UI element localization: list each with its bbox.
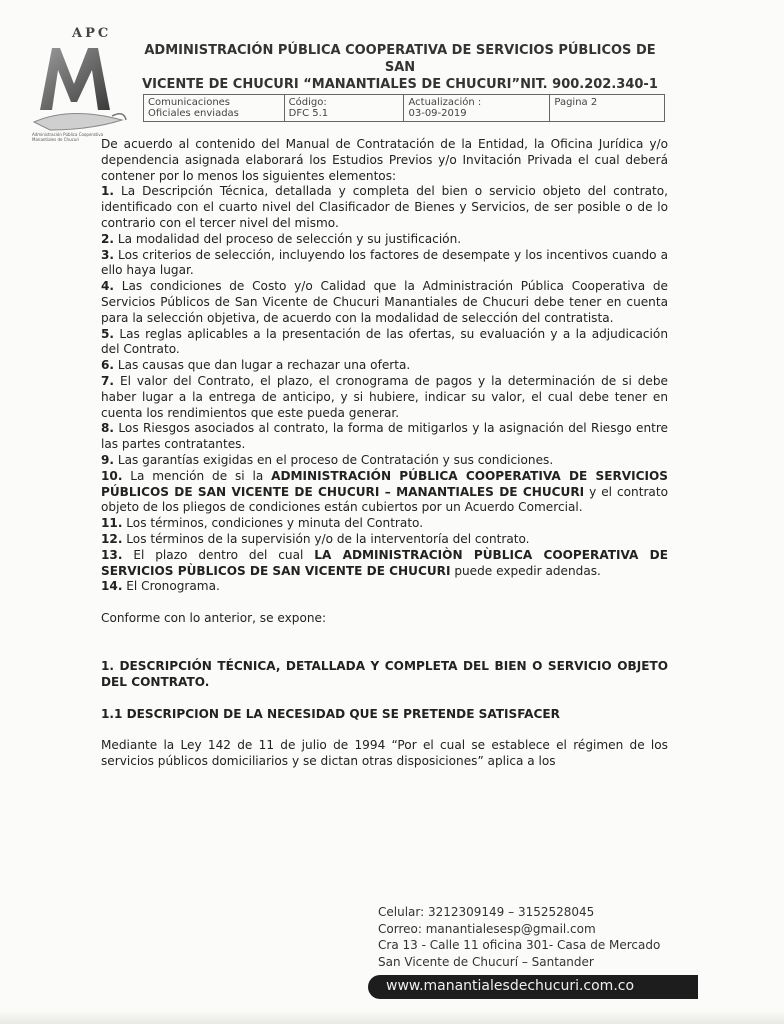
item-text: El plazo dentro del cual — [122, 547, 315, 562]
conforme-paragraph: Conforme con lo anterior, se expone: — [101, 611, 327, 626]
item-text: Los Riesgos asociados al contrato, la forma de mitigarlos y la asignación del Riesgo entre las partes contratantes. — [101, 421, 668, 452]
item-number: 1. — [101, 184, 115, 199]
list-item-5 — [101, 327, 668, 359]
item-text: Las causas que dan lugar a rechazar una oferta. — [114, 358, 411, 373]
meta-code-value: DFC 5.1 — [288, 108, 329, 119]
document-header — [140, 42, 660, 93]
list-item-2 — [101, 232, 668, 248]
page-bottom-edge — [0, 1010, 784, 1024]
website-banner — [368, 975, 698, 999]
list-item-3 — [101, 248, 668, 280]
item-text: Los términos, condiciones y minuta del Contrato. — [122, 516, 424, 531]
item-number: 3. — [101, 247, 115, 262]
item-text: Los términos de la supervisión y/o de la interventoría del contrato. — [122, 531, 530, 546]
item-number: 13. — [101, 547, 123, 562]
list-item-4 — [101, 279, 668, 326]
logo-m-icon — [30, 40, 130, 135]
meta-type-line2: Oficiales enviadas — [148, 108, 239, 119]
meta-update-label: Actualización : — [408, 97, 482, 108]
meta-cell-type — [144, 95, 285, 122]
item-number: 10. — [101, 468, 123, 483]
item-number: 5. — [101, 326, 115, 341]
meta-cell-code — [284, 95, 404, 122]
item-number: 12. — [101, 531, 123, 546]
item-number: 6. — [101, 358, 115, 373]
item-number: 8. — [101, 421, 115, 436]
list-item-14 — [101, 579, 668, 595]
list-item-8 — [101, 421, 668, 453]
item-bold-text: ADMINISTRACIÓN PÚBLICA COOPERATIVA DE SERVICIOS PÚBLICOS DE SAN VICENTE DE CHUCURI – MANANTIALES DE CHUCURI — [101, 468, 668, 499]
list-item-7 — [101, 374, 668, 421]
item-number: 2. — [101, 231, 115, 246]
contact-footer — [378, 904, 660, 970]
footer-city: San Vicente de Chucurí – Santander — [378, 954, 594, 969]
item-text: puede expedir adendas. — [450, 563, 601, 578]
website-url[interactable]: www.manantialesdechucuri.com.co — [386, 978, 635, 994]
list-item-9 — [101, 453, 668, 469]
item-number: 14. — [101, 579, 123, 594]
company-logo — [30, 26, 140, 146]
meta-cell-page — [550, 95, 665, 122]
item-bold-text: LA ADMINISTRACIÒN PÙBLICA COOPERATIVA DE SERVICIOS PÙBLICOS DE SAN VICENTE DE CHUCURI — [101, 547, 668, 578]
item-text: Las condiciones de Costo y/o Calidad que la Administración Pública Cooperativa de Servicios Públicos de San Vicente de Chucuri Manantiales de Chucuri debe tener en cuenta para la selección objetiva, de acuerdo con la modalidad de selección del contratista. — [101, 279, 668, 325]
meta-cell-update — [404, 95, 550, 122]
item-number: 7. — [101, 373, 115, 388]
item-text: y el contrato objeto de los pliegos de condiciones están cubiertos por un Acuerdo Comercial. — [101, 484, 668, 515]
list-item-11 — [101, 516, 668, 532]
section-heading-1: 1. DESCRIPCIÓN TÉCNICA, DETALLADA Y COMPLETA DEL BIEN O SERVICIO OBJETO DEL CONTRATO. — [101, 658, 668, 689]
requirements-list — [101, 184, 668, 468]
meta-update-value: 03-09-2019 — [408, 108, 467, 119]
closing-paragraph: Mediante la Ley 142 de 11 de julio de 1994 “Por el cual se establece el régimen de los servicios públicos domiciliarios y se dictan otras disposiciones” aplica a los — [101, 738, 668, 769]
item-text: La modalidad del proceso de selección y su justificación. — [114, 231, 462, 246]
list-item-6 — [101, 358, 668, 374]
section-heading-1-1: 1.1 DESCRIPCION DE LA NECESIDAD QUE SE PRETENDE SATISFACER — [101, 706, 560, 721]
list-item-13 — [101, 548, 668, 580]
logo-letters: APC — [72, 26, 112, 41]
item-text: El Cronograma. — [122, 579, 220, 594]
intro-paragraph: De acuerdo al contenido del Manual de Contratación de la Entidad, la Oficina Jurídica y/o dependencia asignada elaborará los Estudios Previos y/o Invitación Privada el cual deberá contener por lo menos los siguientes elementos: — [101, 137, 668, 183]
meta-type-line1: Comunicaciones — [148, 97, 231, 108]
header-line-1: ADMINISTRACIÓN PÚBLICA COOPERATIVA DE SERVICIOS PÚBLICOS DE SAN — [144, 43, 656, 75]
footer-address: Cra 13 - Calle 11 oficina 301- Casa de Mercado — [378, 938, 661, 952]
document-body — [101, 137, 668, 770]
item-number: 9. — [101, 452, 115, 467]
item-text: Las reglas aplicables a la presentación de las ofertas, su evaluación y a la adjudicación del Contrato. — [101, 326, 668, 357]
list-item-1 — [101, 184, 668, 231]
footer-email: Correo: manantialesesp@gmail.com — [378, 921, 596, 936]
item-text: El valor del Contrato, el plazo, el cronograma de pagos y la determinación de si debe haber lugar a la entrega de anticipo, y si hubiere, indicar su valor, el cual debe tener en cuenta los rendimientos que este pueda generar. — [101, 373, 668, 420]
document-control-table — [143, 94, 665, 122]
footer-phone: Celular: 3212309149 – 3152528045 — [378, 905, 595, 919]
item-number: 11. — [101, 516, 123, 531]
meta-page-label: Pagina 2 — [554, 97, 598, 108]
logo-caption: Administración Pública Cooperativa Manantiales de Chucuri — [32, 132, 104, 142]
header-line-2: VICENTE DE CHUCURI “MANANTIALES DE CHUCURI”NIT. 900.202.340-1 — [142, 77, 658, 92]
list-item-10 — [101, 469, 668, 516]
meta-code-label: Código: — [288, 97, 327, 108]
item-text: La mención de si la — [122, 468, 272, 483]
item-number: 4. — [101, 279, 115, 294]
item-text: Los criterios de selección, incluyendo los factores de desempate y los incentivos cuando a ello haya lugar. — [101, 247, 668, 278]
list-item-12 — [101, 532, 668, 548]
item-text: La Descripción Técnica, detallada y completa del bien o servicio objeto del contrato, identificado con el cuarto nivel del Clasificador de Bienes y Servicios, de ser posible o de lo contrario con el tercer nivel del mismo. — [101, 184, 668, 230]
item-text: Las garantías exigidas en el proceso de Contratación y sus condiciones. — [114, 452, 554, 467]
